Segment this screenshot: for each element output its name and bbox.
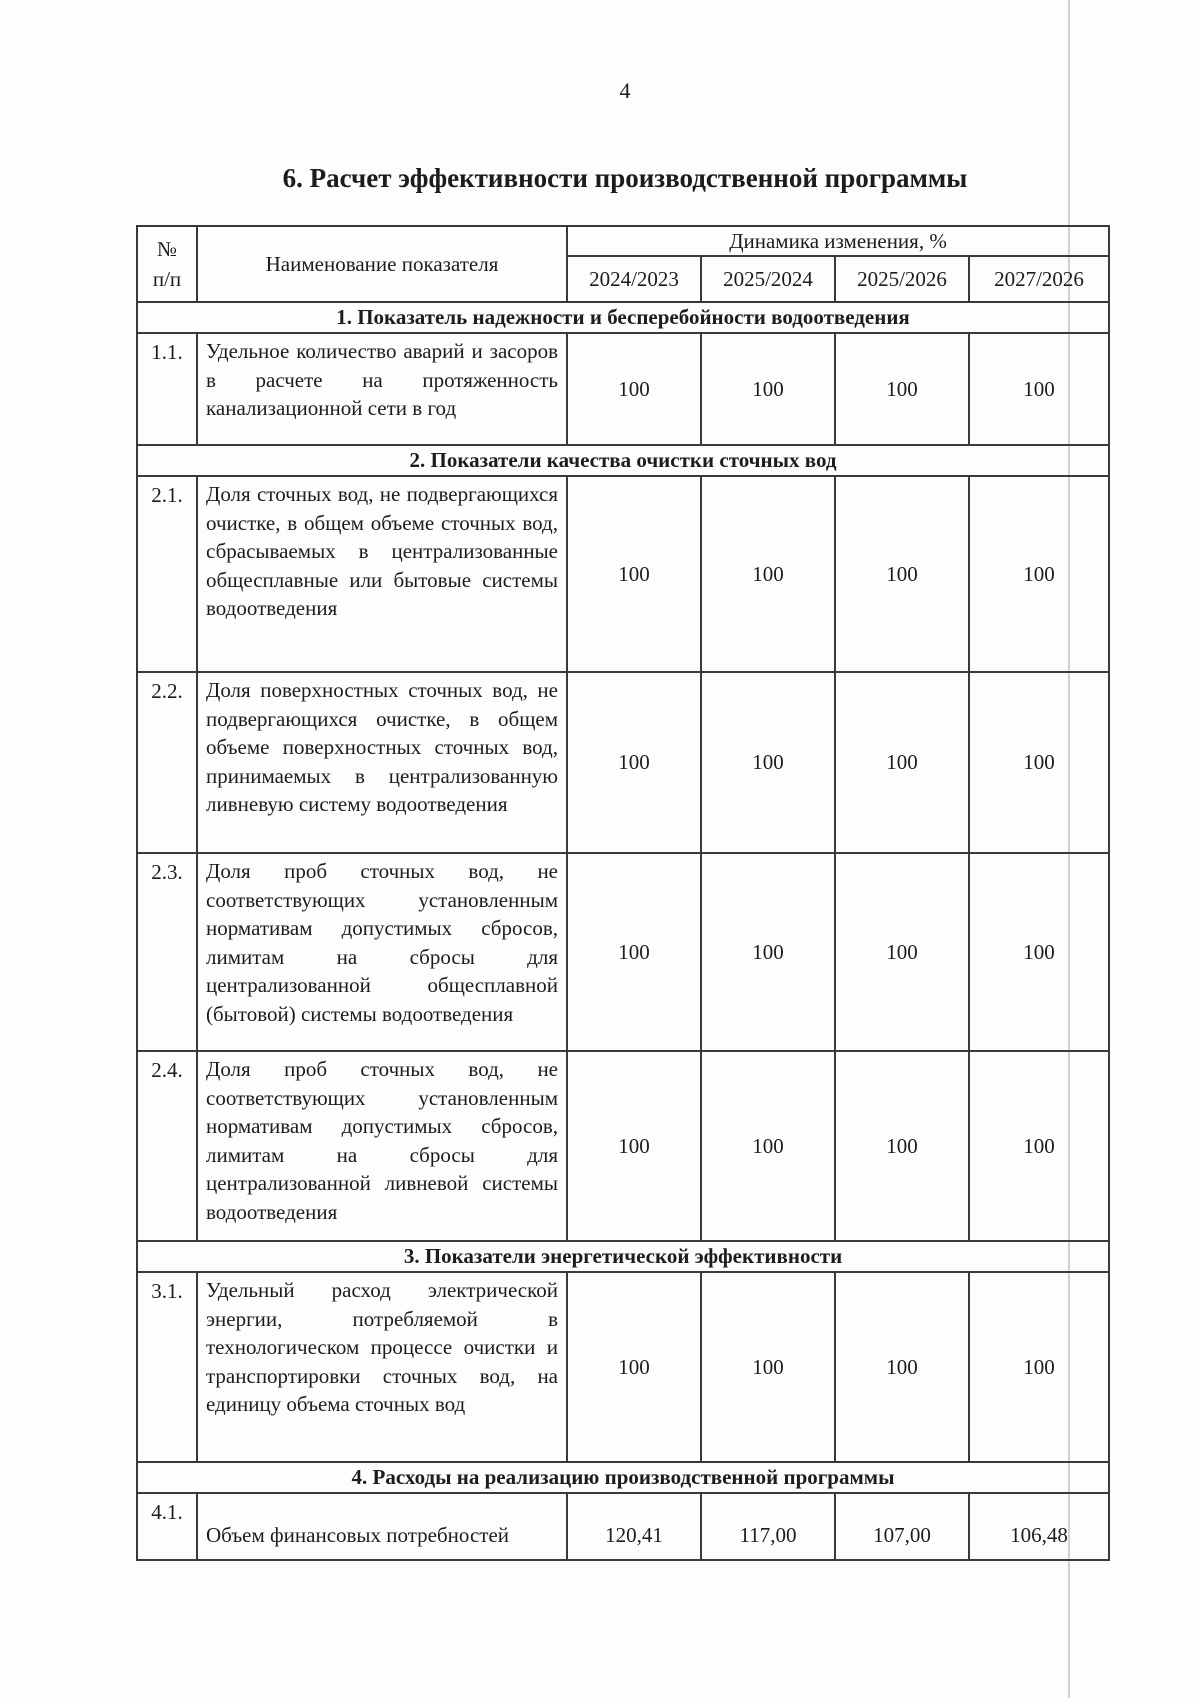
row-name: Доля проб сточных вод, не соответствующих установленным нормативам допустимых сбросов, лимитам на сбросы для централизованной общесплавной (бытовой) системы водоотведения (197, 853, 567, 1051)
header-dynamics: Динамика изменения, % (567, 226, 1109, 256)
row-number: 1.1. (137, 333, 197, 445)
table-row (137, 672, 1109, 853)
row-value: 100 (567, 1051, 701, 1241)
section-row (137, 1462, 1109, 1493)
row-value: 100 (701, 333, 835, 445)
header-year: 2024/2023 (567, 256, 701, 302)
table-row (137, 1051, 1109, 1241)
row-number: 2.3. (137, 853, 197, 1051)
section-title: 3. Показатели энергетической эффективности (137, 1241, 1109, 1272)
header-year: 2025/2024 (701, 256, 835, 302)
row-name: Удельный расход электрической энергии, потребляемой в технологическом процессе очистки и транспортировки сточных вод, на единицу объема сточных вод (197, 1272, 567, 1462)
header-name: Наименование показателя (197, 226, 567, 302)
row-value: 100 (969, 853, 1109, 1051)
header-year: 2025/2026 (835, 256, 969, 302)
row-value: 100 (835, 476, 969, 672)
row-value: 100 (969, 1272, 1109, 1462)
header-num-line1: № (156, 237, 178, 261)
row-value: 100 (969, 333, 1109, 445)
row-value: 100 (701, 853, 835, 1051)
row-value: 100 (701, 476, 835, 672)
row-value: 117,00 (701, 1493, 835, 1560)
header-num-line2: п/п (152, 267, 182, 291)
row-value: 100 (567, 333, 701, 445)
section-title: 4. Расходы на реализацию производственной программы (137, 1462, 1109, 1493)
row-value: 100 (835, 853, 969, 1051)
row-name: Доля сточных вод, не подвергающихся очистке, в общем объеме сточных вод, сбрасываемых в централизованные общесплавные или бытовые системы водоотведения (197, 476, 567, 672)
row-value: 100 (567, 476, 701, 672)
row-value: 100 (567, 853, 701, 1051)
section-title: 2. Показатели качества очистки сточных вод (137, 445, 1109, 476)
table-header-row (137, 226, 1109, 256)
row-value: 100 (969, 476, 1109, 672)
table-row (137, 853, 1109, 1051)
row-value: 100 (567, 672, 701, 853)
row-name: Объем финансовых потребностей (197, 1493, 567, 1560)
row-value: 100 (835, 672, 969, 853)
table-row (137, 333, 1109, 445)
row-name: Доля проб сточных вод, не соответствующих установленным нормативам допустимых сбросов, лимитам на сбросы для централизованной ливневой системы водоотведения (197, 1051, 567, 1241)
row-value: 107,00 (835, 1493, 969, 1560)
efficiency-table (136, 225, 1110, 1561)
row-value: 120,41 (567, 1493, 701, 1560)
section-row (137, 445, 1109, 476)
row-value: 100 (969, 1051, 1109, 1241)
row-name: Удельное количество аварий и засоров в расчете на протяженность канализационной сети в год (197, 333, 567, 445)
table-row (137, 1272, 1109, 1462)
page-number: 4 (619, 78, 631, 103)
section-row (137, 1241, 1109, 1272)
table-row (137, 476, 1109, 672)
header-num (137, 226, 197, 302)
row-value: 100 (701, 1272, 835, 1462)
header-year: 2027/2026 (969, 256, 1109, 302)
row-value: 100 (567, 1272, 701, 1462)
row-value: 106,48 (969, 1493, 1109, 1560)
row-value: 100 (969, 672, 1109, 853)
row-value: 100 (835, 1272, 969, 1462)
row-name: Доля поверхностных сточных вод, не подвергающихся очистке, в общем объеме поверхностных сточных вод, принимаемых в централизованную ливневую систему водоотведения (197, 672, 567, 853)
row-number: 3.1. (137, 1272, 197, 1462)
row-number: 2.2. (137, 672, 197, 853)
section-title: 1. Показатель надежности и бесперебойности водоотведения (137, 302, 1109, 333)
page-title: 6. Расчет эффективности производственной программы (282, 163, 968, 193)
section-row (137, 302, 1109, 333)
table-row (137, 1493, 1109, 1560)
row-number: 2.4. (137, 1051, 197, 1241)
row-value: 100 (835, 333, 969, 445)
row-value: 100 (701, 1051, 835, 1241)
row-value: 100 (701, 672, 835, 853)
row-number: 2.1. (137, 476, 197, 672)
row-value: 100 (835, 1051, 969, 1241)
row-number: 4.1. (137, 1493, 197, 1560)
